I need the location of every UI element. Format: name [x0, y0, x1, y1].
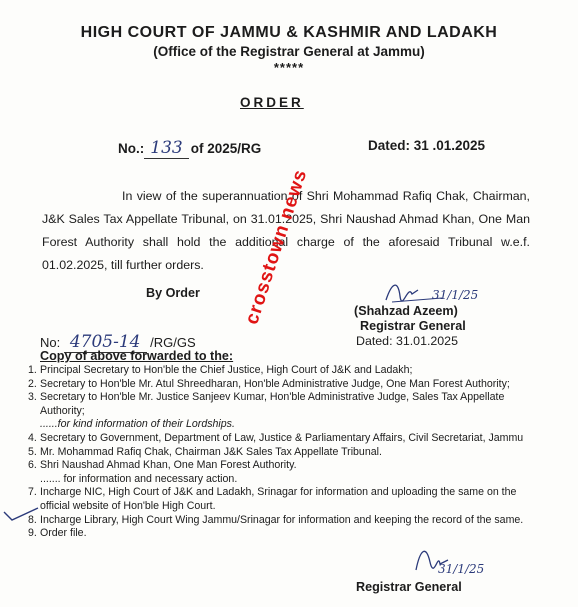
forward-heading: Copy of above forwarded to the:: [40, 349, 234, 363]
tick-mark-icon: [2, 506, 42, 524]
order-heading: ORDER: [240, 95, 304, 110]
list-item: 7. Incharge NIC, High Court of J&K and Ladakh, Srinagar for information and uploading the same on the official website of Hon'ble High Court.: [28, 486, 517, 512]
order-no-label: No.:: [118, 141, 145, 156]
note-lordships: ......for kind information of their Lordships.: [40, 418, 235, 431]
signature-scribble-2: 31/1/25: [438, 562, 485, 576]
forward-suffix: /RG/GS: [150, 335, 196, 350]
order-number-line: [118, 138, 261, 158]
list-item: 6. Shri Naushad Ahmad Khan, One Man Forest Authority.: [28, 459, 297, 472]
forward-list: [28, 364, 528, 541]
signature-scribble: 31/1/25: [432, 288, 479, 302]
order-suffix: /RG: [237, 141, 262, 156]
signatory-date: Dated: 31.01.2025: [356, 334, 458, 348]
order-of-year: of 2025: [190, 141, 238, 156]
signatory-name: (Shahzad Azeem): [354, 304, 458, 318]
note-information: ....... for information and necessary action.: [40, 472, 238, 485]
list-item: 9. Order file.: [28, 527, 87, 540]
list-item: 5. Mr. Mohammad Rafiq Chak, Chairman J&K Sales Tax Appellate Tribunal.: [28, 445, 382, 458]
forward-signatory-title: Registrar General: [356, 580, 462, 594]
signatory-title: Registrar General: [360, 319, 466, 333]
order-date: Dated: 31 .01.2025: [368, 138, 486, 153]
forward-no-value: 4705-14: [64, 332, 147, 353]
court-name: HIGH COURT OF JAMMU & KASHMIR AND LADAKH: [80, 24, 498, 41]
list-item: 3. Secretary to Hon'ble Mr. Justice Sanjeev Kumar, Hon'ble Administrative Judge, Sales Tax Appellate Authority;: [28, 391, 505, 417]
list-item: 4. Secretary to Government, Department of Law, Justice & Parliamentary Affairs, Civil Secretariat, Jammu: [28, 431, 524, 444]
order-no-value: 133: [144, 138, 188, 159]
list-item: 1. Principal Secretary to Hon'ble the Chief Justice, High Court of J&K and Ladakh;: [28, 364, 413, 376]
list-item: 2. Secretary to Hon'ble Mr. Atul Shreedharan, Hon'ble Administrative Judge, One Man Forest Authority;: [28, 377, 510, 390]
header-stars: *****: [273, 60, 305, 75]
list-item: 8. Incharge Library, High Court Wing Jammu/Srinagar for information and keeping the record of the same.: [28, 513, 524, 526]
office-name: (Office of the Registrar General at Jammu): [153, 44, 425, 59]
forward-no-label: No:: [40, 335, 61, 350]
order-body: In view of the superannuation of Shri Mohammad Rafiq Chak, Chairman, J&K Sales Tax Appellate Tribunal, on 31.01.2025, Shri Naushad Ahmad Khan, One Man Forest Authority shall hold the additional charge of the aforesaid Tribunal w.e.f. 01.02.2025, till further orders.: [42, 189, 530, 272]
watermark-text: crosstown news: [241, 166, 312, 328]
by-order: By Order: [146, 286, 200, 300]
